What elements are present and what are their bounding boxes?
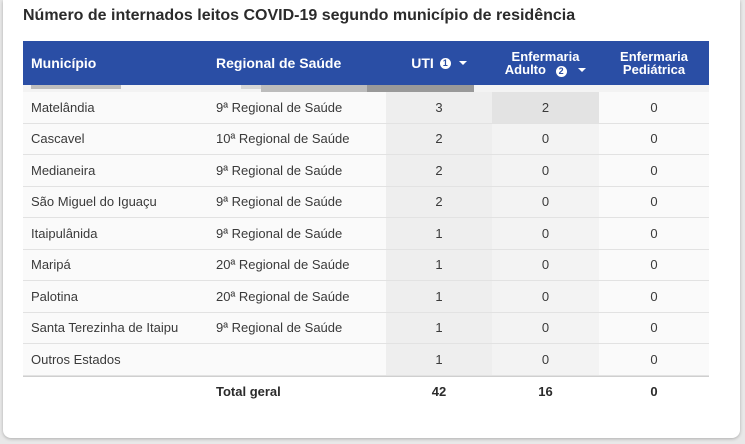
- partial-hidden-row: [23, 85, 709, 92]
- cell-municipio: São Miguel do Iguaçu: [31, 194, 157, 210]
- cell-enf-ped: 0: [650, 320, 658, 336]
- cell-uti: 2: [386, 124, 492, 155]
- header-enf-ped-line2: Pediátrica: [622, 62, 686, 77]
- cell-regional: 20ª Regional de Saúde: [216, 257, 350, 273]
- report-title: Número de internados leitos COVID-19 segundo município de residência: [23, 7, 576, 24]
- table-row[interactable]: [23, 187, 709, 219]
- cell-enf-adulto: 0: [492, 313, 599, 344]
- cell-enf-adulto: 0: [492, 281, 599, 312]
- cell-enf-ped: 0: [650, 288, 658, 304]
- cell-municipio: Medianeira: [31, 162, 96, 178]
- header-enfermaria-pediatrica[interactable]: [599, 41, 709, 85]
- cell-uti: 1: [386, 281, 492, 312]
- cell-enf-adulto: 0: [492, 187, 599, 218]
- header-uti[interactable]: [386, 41, 492, 85]
- table-row[interactable]: [23, 344, 709, 376]
- cell-uti: 1: [386, 250, 492, 281]
- cell-regional: 9ª Regional de Saúde: [216, 99, 343, 115]
- cell-enf-adulto: 0: [492, 155, 599, 186]
- total-enf-adulto: 16: [538, 384, 553, 399]
- total-label: Total geral: [216, 384, 281, 399]
- header-enf-adulto-line1: Enfermaria: [511, 48, 580, 64]
- table-row[interactable]: [23, 313, 709, 345]
- table-row[interactable]: [23, 250, 709, 282]
- total-enf-ped: 0: [650, 384, 658, 399]
- cell-enf-adulto: 0: [492, 218, 599, 249]
- cell-uti: 1: [386, 218, 492, 249]
- cell-enf-ped: 0: [650, 162, 658, 178]
- cell-enf-adulto: 2: [492, 92, 599, 123]
- cell-enf-adulto: 0: [492, 250, 599, 281]
- info-icon[interactable]: 1: [440, 58, 451, 69]
- info-icon[interactable]: 2: [556, 66, 567, 77]
- cell-enf-ped: 0: [650, 225, 658, 241]
- header-enf-ped-line1: Enfermaria: [620, 49, 688, 64]
- cell-municipio: Outros Estados: [31, 351, 121, 367]
- cell-uti: 2: [386, 155, 492, 186]
- cell-regional: 9ª Regional de Saúde: [216, 162, 343, 178]
- cell-enf-ped: 0: [650, 194, 658, 210]
- cell-regional: 10ª Regional de Saúde: [216, 131, 350, 147]
- sort-caret-icon[interactable]: [459, 61, 467, 65]
- header-enfermaria-adulto[interactable]: [492, 41, 599, 85]
- table-row[interactable]: [23, 124, 709, 156]
- data-table: [23, 41, 709, 407]
- total-uti: 42: [431, 384, 447, 399]
- cell-enf-adulto: 0: [492, 124, 599, 155]
- header-municipio[interactable]: Município: [31, 55, 97, 71]
- cell-regional: 20ª Regional de Saúde: [216, 288, 350, 304]
- cell-enf-ped: 0: [650, 257, 658, 273]
- cell-municipio: Cascavel: [31, 131, 85, 147]
- cell-regional: [208, 344, 386, 375]
- report-card: [3, 0, 740, 438]
- total-spacer: [23, 377, 208, 407]
- cell-regional: 9ª Regional de Saúde: [216, 320, 343, 336]
- table-row[interactable]: [23, 281, 709, 313]
- table-header: [23, 41, 709, 85]
- table-row[interactable]: [23, 92, 709, 124]
- cell-enf-adulto: 0: [492, 344, 599, 375]
- table-row[interactable]: [23, 155, 709, 187]
- header-enf-adulto-line2: Adulto: [504, 61, 546, 77]
- total-row: [23, 376, 709, 407]
- cell-uti: 2: [386, 187, 492, 218]
- header-regional[interactable]: Regional de Saúde: [216, 55, 342, 71]
- table-body: [23, 92, 709, 376]
- table-row[interactable]: [23, 218, 709, 250]
- cell-uti: 1: [386, 344, 492, 375]
- cell-municipio: Palotina: [31, 288, 78, 304]
- sort-caret-icon[interactable]: [578, 68, 586, 72]
- cell-municipio: Matelândia: [31, 99, 95, 115]
- cell-regional: 9ª Regional de Saúde: [216, 225, 343, 241]
- cell-municipio: Santa Terezinha de Itaipu: [31, 320, 179, 336]
- cell-uti: 3: [386, 92, 492, 123]
- cell-enf-ped: 0: [650, 351, 658, 367]
- cell-enf-ped: 0: [650, 131, 658, 147]
- cell-municipio: Maripá: [31, 257, 71, 273]
- cell-uti: 1: [386, 313, 492, 344]
- cell-municipio: Itaipulânida: [31, 225, 98, 241]
- cell-enf-ped: 0: [650, 99, 658, 115]
- header-uti-label: UTI: [411, 55, 434, 71]
- cell-regional: 9ª Regional de Saúde: [216, 194, 343, 210]
